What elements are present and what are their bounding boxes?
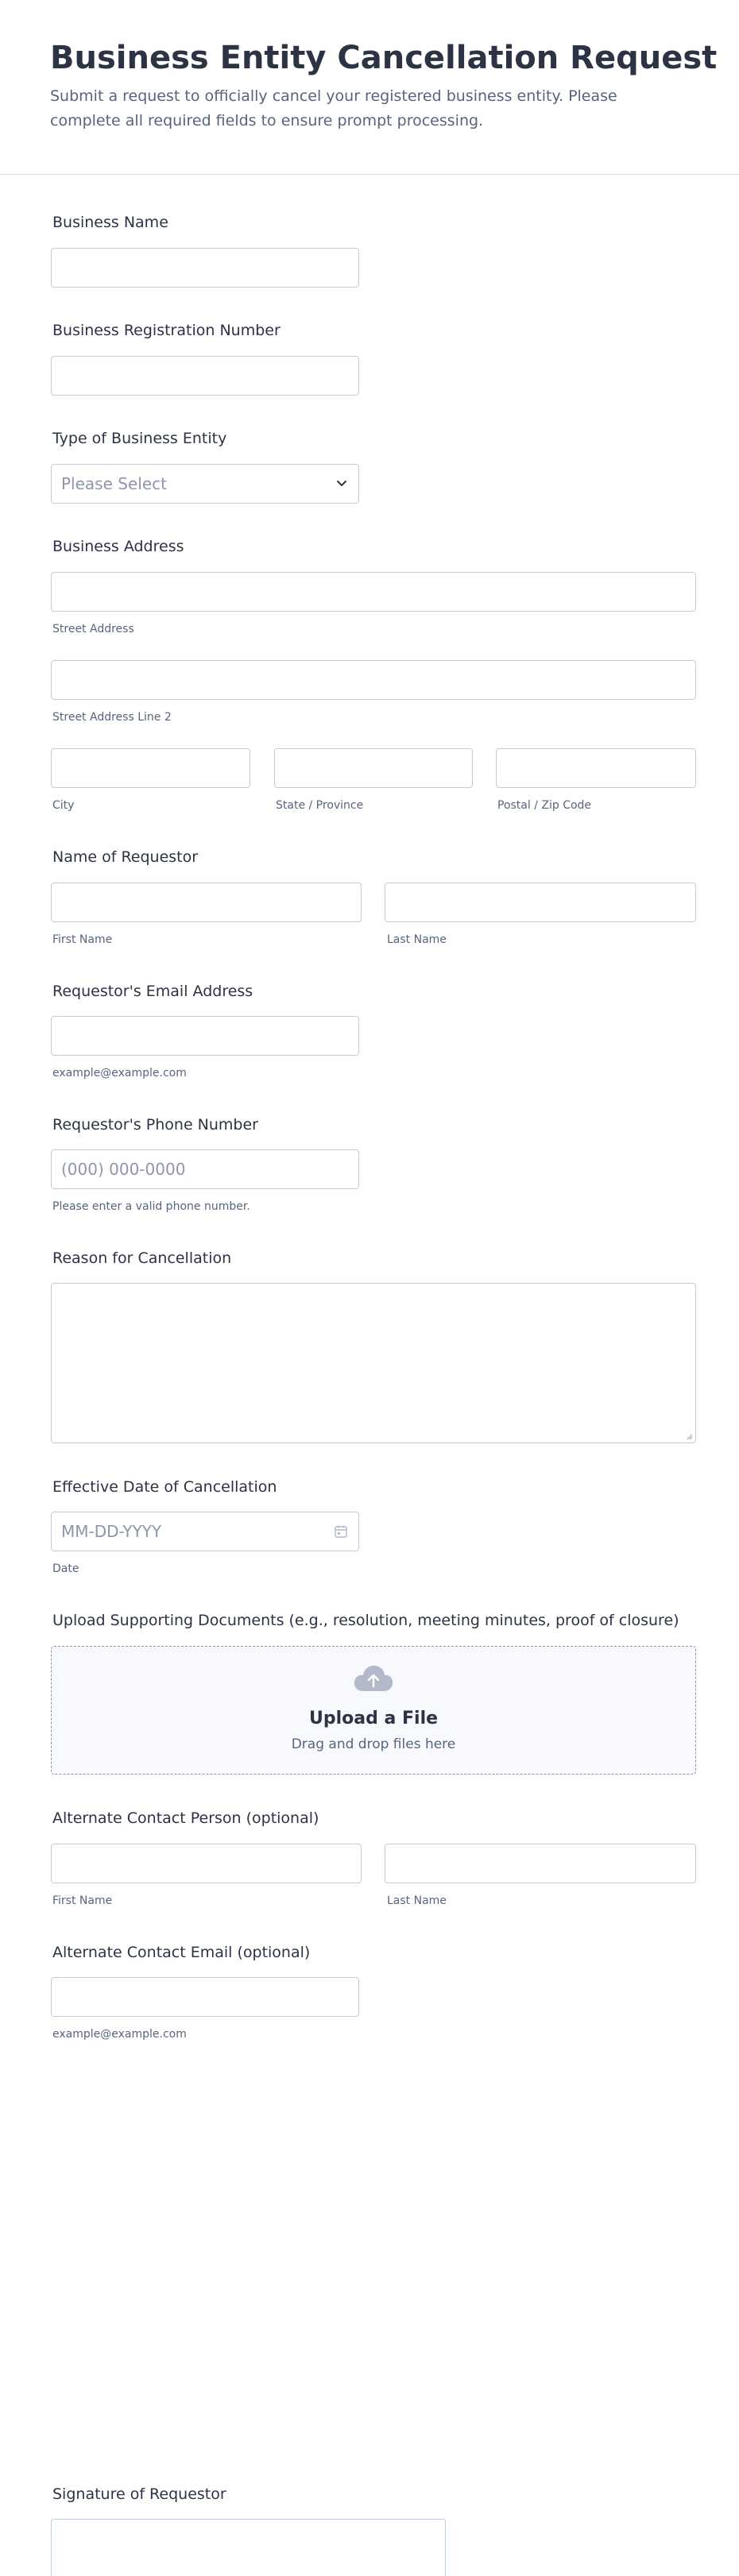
- upload-label: Upload Supporting Documents (e.g., resolution, meeting minutes, proof of closure): [52, 1612, 679, 1629]
- alt-email-label: Alternate Contact Email (optional): [52, 1944, 311, 1961]
- effective-date-label: Effective Date of Cancellation: [52, 1478, 277, 1496]
- requestor-first-name-input[interactable]: [51, 882, 362, 922]
- requestor-last-name-sublabel: Last Name: [387, 933, 447, 946]
- city-input[interactable]: [51, 748, 250, 788]
- requestor-first-name-sublabel: First Name: [52, 933, 113, 946]
- street-address-line2-sublabel: Street Address Line 2: [52, 711, 172, 724]
- alt-last-name-input[interactable]: [385, 1844, 696, 1883]
- resize-handle-icon[interactable]: [685, 1432, 693, 1440]
- entity-type-select[interactable]: [51, 464, 359, 504]
- calendar-icon[interactable]: [333, 1524, 349, 1539]
- requestor-email-label: Requestor's Email Address: [52, 983, 253, 1000]
- business-name-label: Business Name: [52, 214, 168, 231]
- alt-last-name-sublabel: Last Name: [387, 1894, 447, 1907]
- page-subtitle: Submit a request to officially cancel your registered business entity. Please complete all required fields to ensure prompt processing.: [50, 87, 617, 129]
- registration-number-label: Business Registration Number: [52, 322, 281, 339]
- requestor-phone-placeholder: (000) 000-0000: [61, 1160, 186, 1179]
- signature-label: Signature of Requestor: [52, 2485, 226, 2503]
- alt-first-name-input[interactable]: [51, 1844, 362, 1883]
- alt-contact-label: Alternate Contact Person (optional): [52, 1809, 319, 1827]
- city-sublabel: City: [52, 799, 75, 812]
- requestor-email-input[interactable]: [51, 1016, 359, 1056]
- state-sublabel: State / Province: [276, 799, 364, 812]
- header-divider: [0, 174, 739, 175]
- alt-email-input[interactable]: [51, 1977, 359, 2017]
- signature-pad[interactable]: [51, 2519, 446, 2576]
- street-address-line2-input[interactable]: [51, 660, 696, 700]
- requestor-phone-sublabel: Please enter a valid phone number.: [52, 1200, 250, 1213]
- upload-dropzone[interactable]: [51, 1646, 696, 1775]
- cloud-upload-icon: [353, 1664, 394, 1693]
- alt-first-name-sublabel: First Name: [52, 1894, 113, 1907]
- page-title: Business Entity Cancellation Request: [50, 40, 718, 76]
- business-name-input[interactable]: [51, 248, 359, 288]
- upload-subtitle: Drag and drop files here: [291, 1736, 456, 1752]
- upload-title: Upload a File: [308, 1709, 439, 1728]
- chevron-down-icon: [335, 476, 349, 490]
- effective-date-input[interactable]: [51, 1512, 359, 1551]
- registration-number-input[interactable]: [51, 356, 359, 396]
- street-address-input[interactable]: [51, 572, 696, 612]
- requestor-phone-input[interactable]: [51, 1149, 359, 1189]
- requestor-last-name-input[interactable]: [385, 882, 696, 922]
- alt-email-sublabel: example@example.com: [52, 2028, 187, 2041]
- entity-type-placeholder: Please Select: [61, 474, 167, 493]
- reason-label: Reason for Cancellation: [52, 1249, 232, 1267]
- zip-sublabel: Postal / Zip Code: [497, 799, 592, 812]
- reason-textarea[interactable]: [51, 1283, 696, 1443]
- address-label: Business Address: [52, 538, 184, 555]
- entity-type-label: Type of Business Entity: [52, 430, 227, 447]
- street-address-sublabel: Street Address: [52, 623, 134, 635]
- effective-date-sublabel: Date: [52, 1562, 79, 1575]
- requestor-name-label: Name of Requestor: [52, 848, 199, 866]
- requestor-phone-label: Requestor's Phone Number: [52, 1116, 258, 1134]
- state-input[interactable]: [274, 748, 473, 788]
- effective-date-placeholder: MM-DD-YYYY: [61, 1522, 162, 1541]
- requestor-email-sublabel: example@example.com: [52, 1067, 187, 1079]
- zip-input[interactable]: [496, 748, 696, 788]
